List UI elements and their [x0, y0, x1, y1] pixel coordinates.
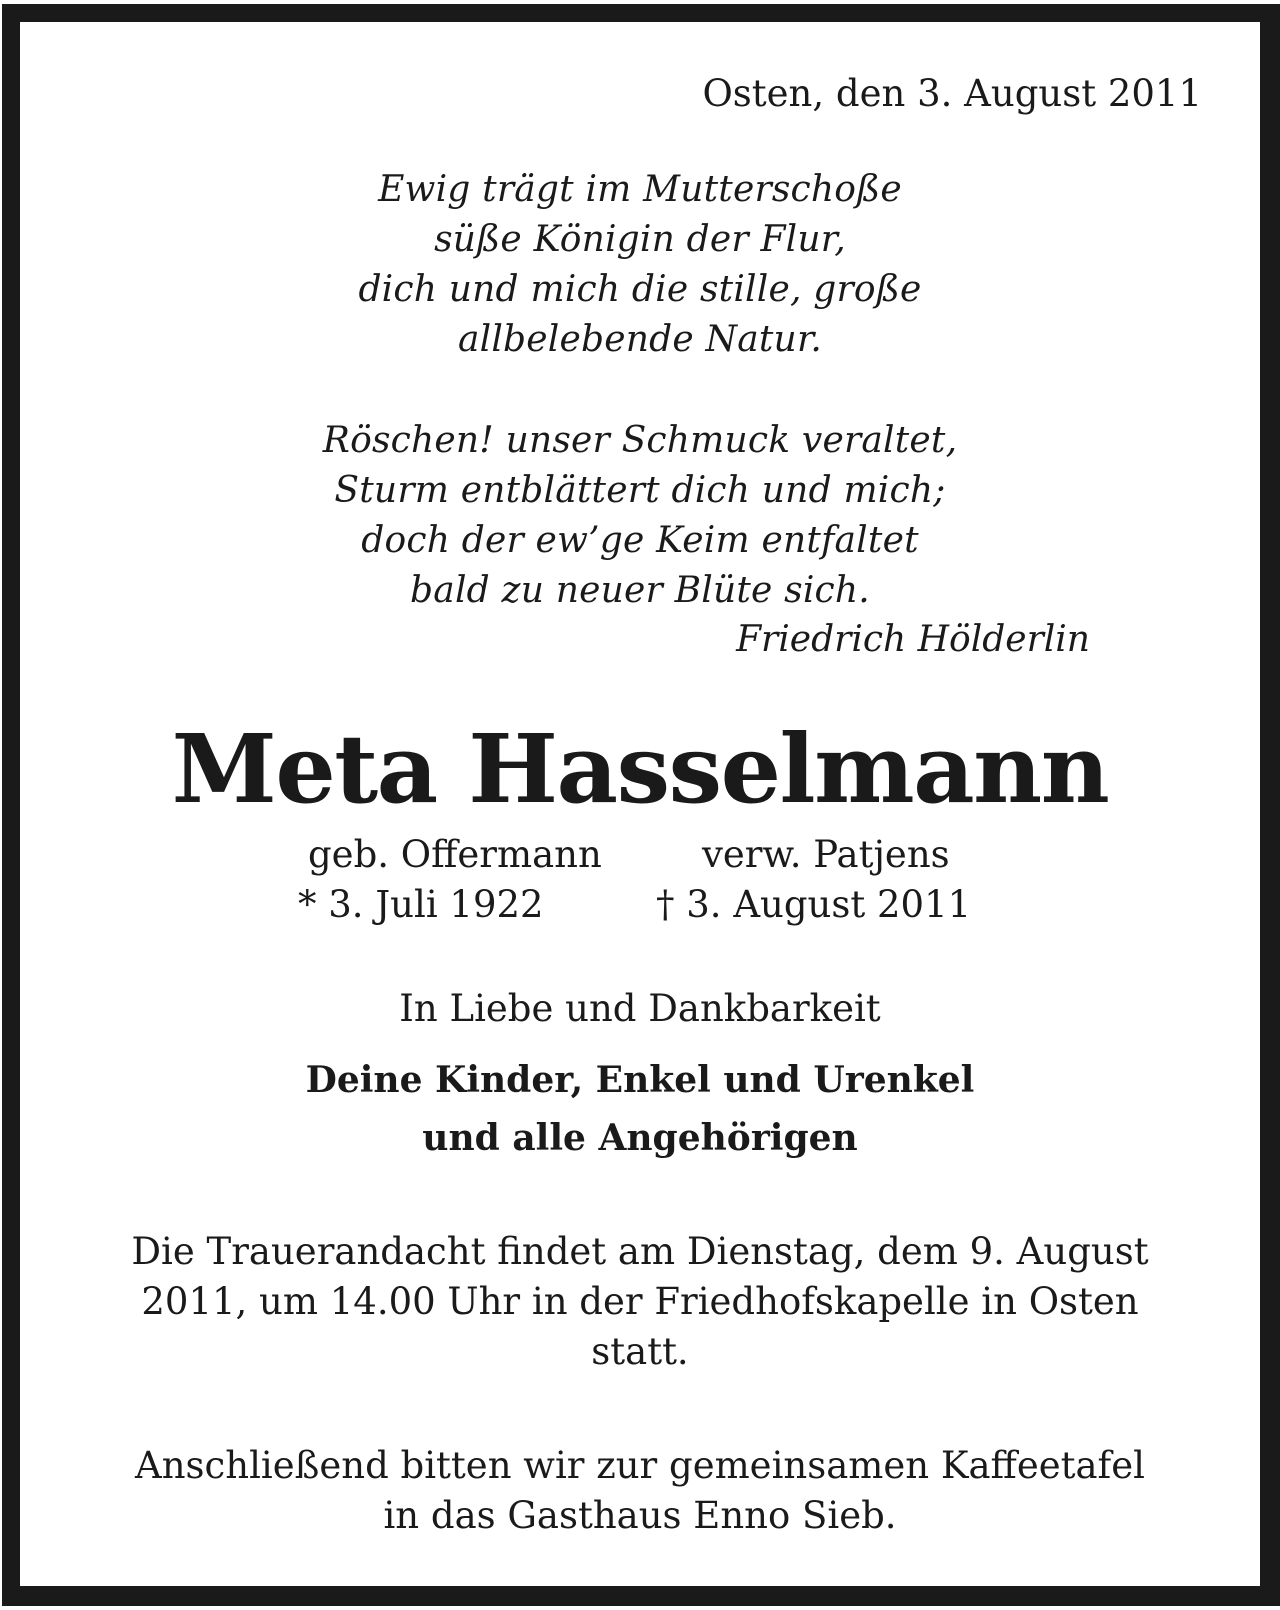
- poem-line: bald zu neuer Blüte sich.: [410, 570, 870, 611]
- poem-line: süße Königin der Flur,: [434, 219, 846, 260]
- deceased-name: Meta Hasselmann: [171, 714, 1109, 825]
- service-info-line: 2011, um 14.00 Uhr in der Friedhofskapelle in Osten: [141, 1280, 1139, 1323]
- birth-date: * 3. Juli 1922: [298, 883, 544, 926]
- poem-line: Sturm entblättert dich und mich;: [334, 470, 946, 511]
- death-date: † 3. August 2011: [656, 883, 972, 926]
- birth-name: geb. Offermann: [308, 833, 602, 876]
- reception-info-line: in das Gasthaus Enno Sieb.: [383, 1494, 897, 1537]
- date-line: Osten, den 3. August 2011: [702, 72, 1202, 115]
- widowed-name: verw. Patjens: [702, 833, 950, 876]
- poem-line: Röschen! unser Schmuck veraltet,: [322, 420, 958, 461]
- poem-line: allbelebende Natur.: [457, 319, 823, 360]
- reception-info-line: Anschließend bitten wir zur gemeinsamen Kaffeetafel: [135, 1444, 1145, 1487]
- service-info-line: Die Trauerandacht findet am Dienstag, dem 9. August: [131, 1230, 1149, 1273]
- mourners-line: und alle Angehörigen: [422, 1117, 858, 1159]
- service-info-line: statt.: [591, 1330, 689, 1373]
- mourners-line: Deine Kinder, Enkel und Urenkel: [305, 1059, 975, 1101]
- poem-author: Friedrich Hölderlin: [736, 619, 1090, 660]
- dedication: In Liebe und Dankbarkeit: [399, 987, 881, 1030]
- poem-line: doch der ew’ge Keim entfaltet: [361, 520, 919, 561]
- poem-line: Ewig trägt im Mutterschoße: [378, 169, 902, 210]
- poem-line: dich und mich die stille, große: [358, 269, 922, 310]
